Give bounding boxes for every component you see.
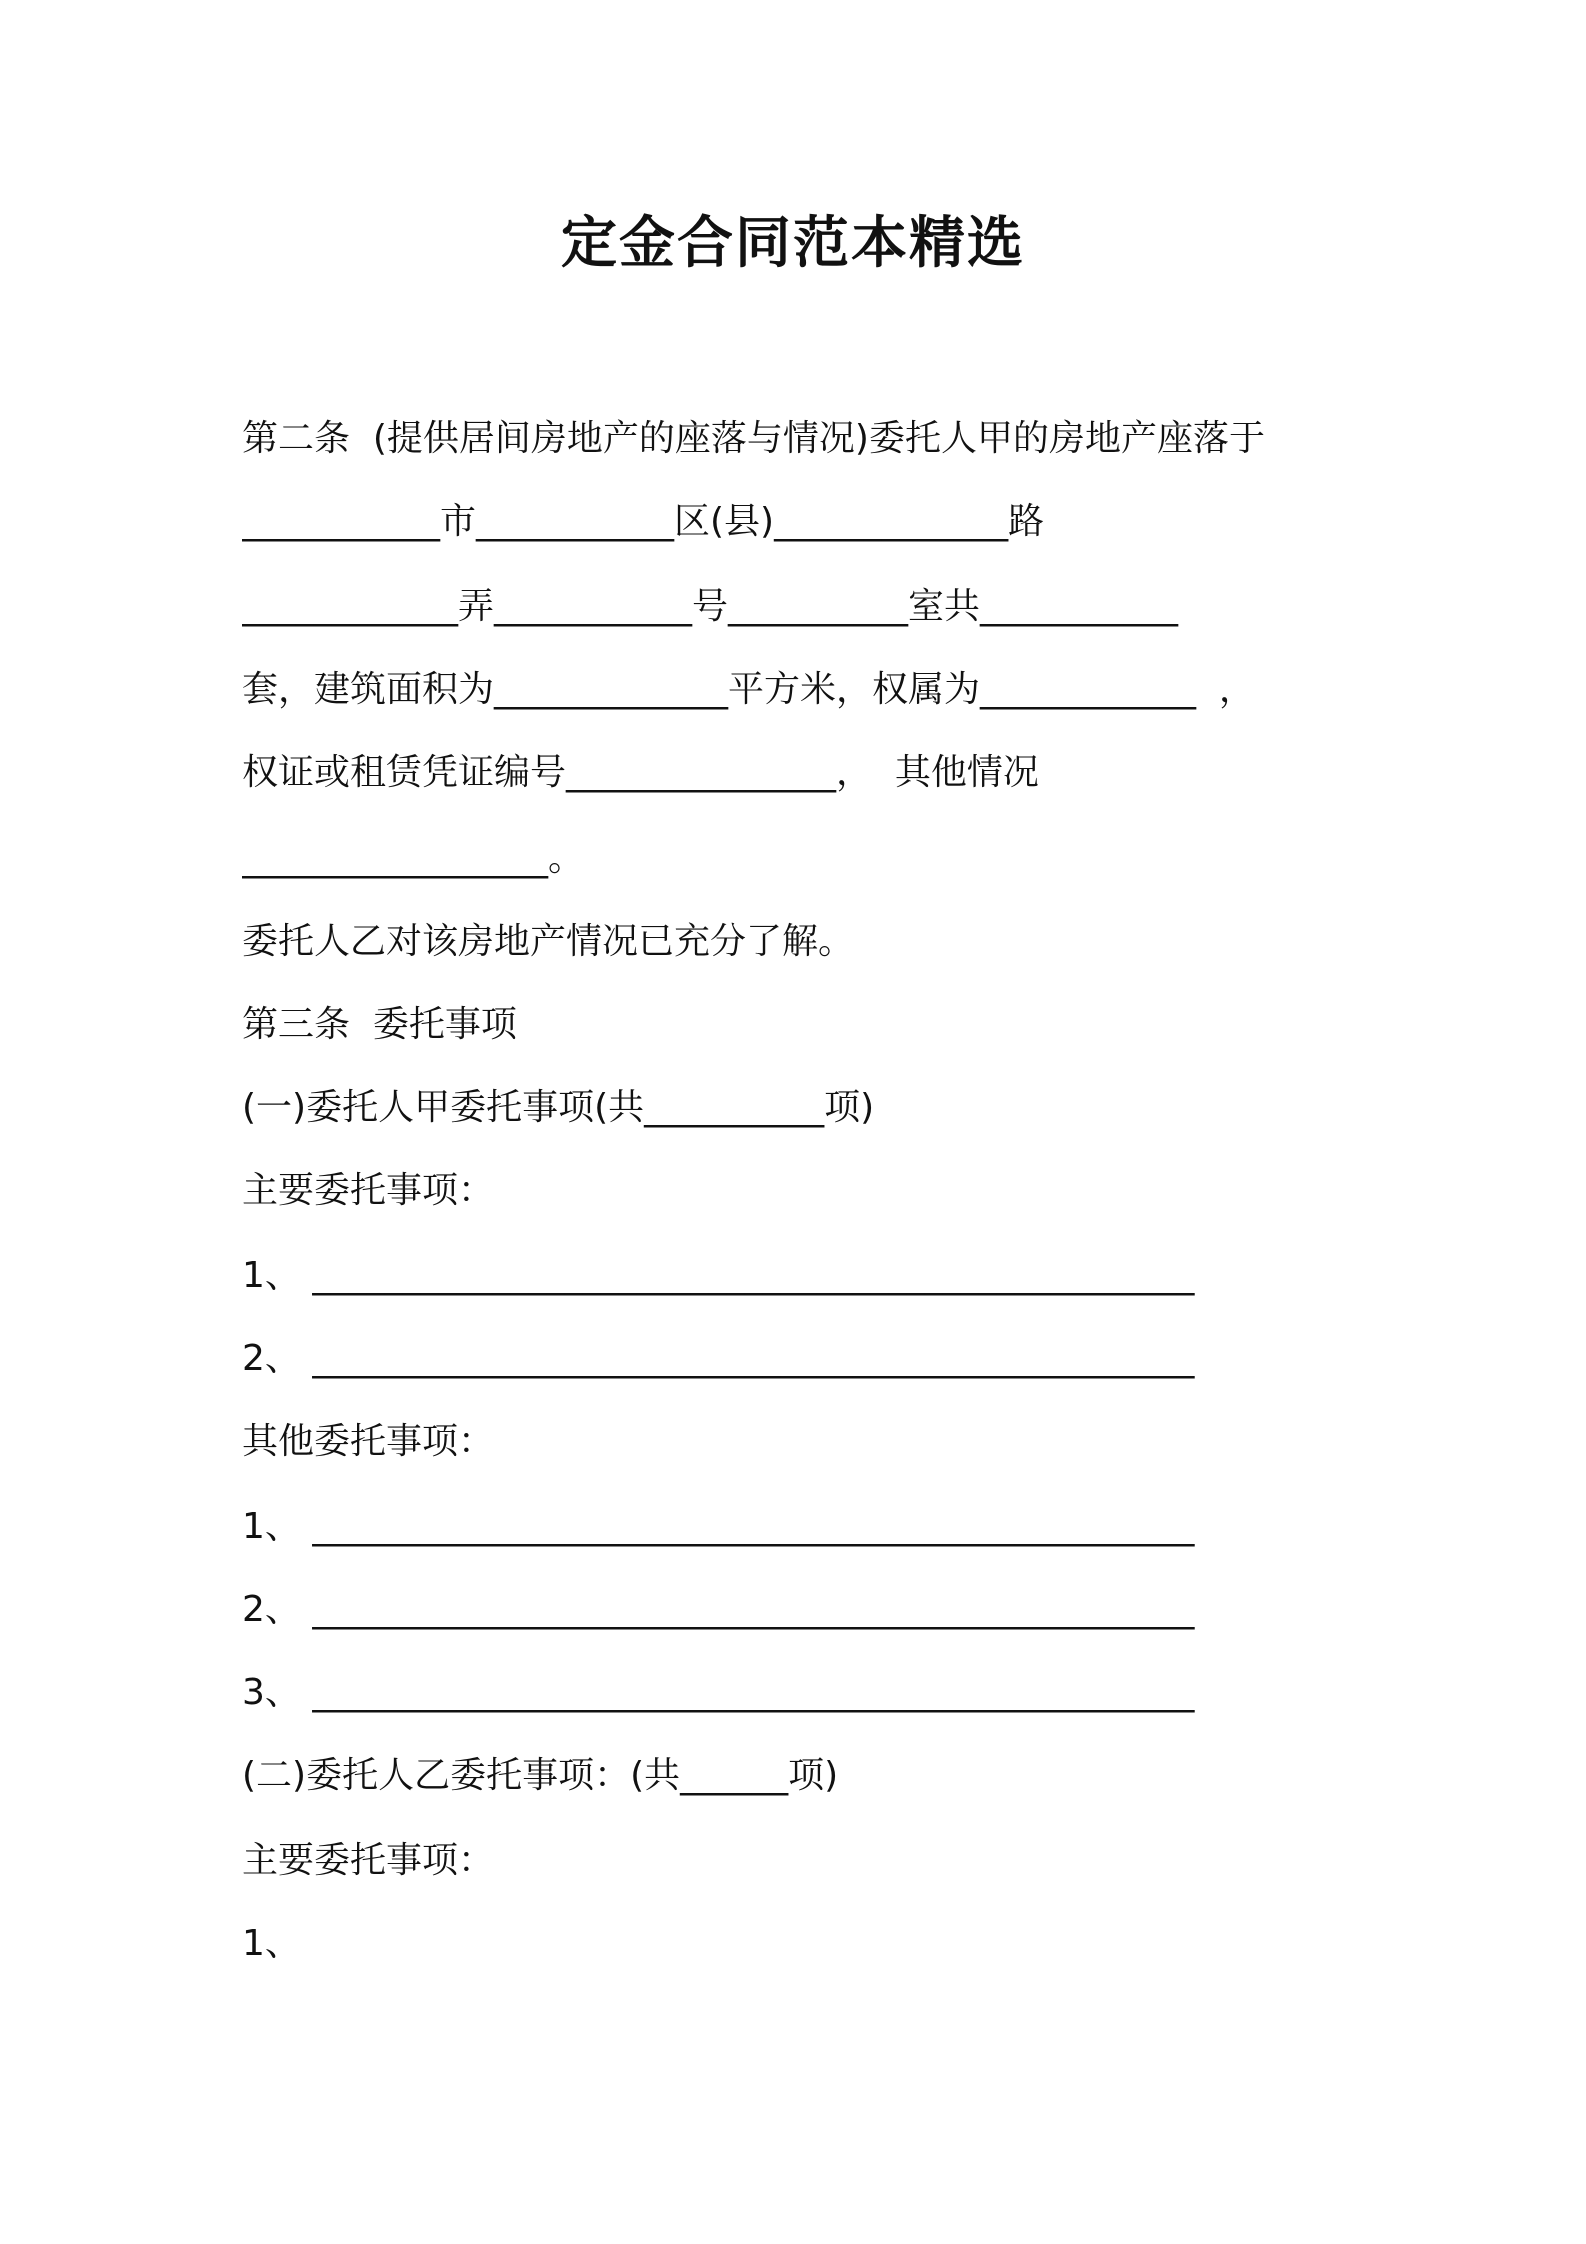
party-a-main-matter-2: 2、 _________________________________________________ [242,1338,1195,1379]
party-b-main-matter-1: 1、 [242,1923,301,1964]
clause-2-heading-line: 第二条 (提供居间房地产的座落与情况)委托人甲的房地产座落于 [242,418,1265,459]
party-b-acknowledge-line: 委托人乙对该房地产情况已充分了解。 [242,921,855,962]
party-a-main-matters-label: 主要委托事项： [242,1170,495,1211]
party-a-other-matter-2: 2、 _________________________________________________ [242,1589,1195,1630]
clause-3-heading: 第三条 委托事项 [242,1004,517,1045]
document-title: 定金合同范本精选 [561,211,1025,276]
party-a-matters-heading: (一)委托人甲委托事项(共__________项) [242,1087,875,1128]
party-a-other-matters-label: 其他委托事项： [242,1421,495,1462]
party-b-matters-heading: (二)委托人乙委托事项：(共______项) [242,1755,839,1796]
party-a-other-matter-3: 3、 _________________________________________________ [242,1672,1195,1713]
certificate-line: 权证或租赁凭证编号_______________， 其他情况 [242,752,1039,793]
party-b-main-matters-label: 主要委托事项： [242,1840,495,1881]
area-ownership-line: 套，建筑面积为_____________平方米，权属为____________ ， [242,669,1255,710]
party-a-main-matter-1: 1、 _________________________________________________ [242,1255,1195,1296]
address-blank-line-1: ___________市___________区(县)_____________路 [242,501,1045,542]
address-blank-line-2: ____________弄___________号__________室共___________ [242,586,1178,627]
other-situation-blank-line: _________________。 [242,838,584,879]
party-a-other-matter-1: 1、 _________________________________________________ [242,1506,1195,1547]
